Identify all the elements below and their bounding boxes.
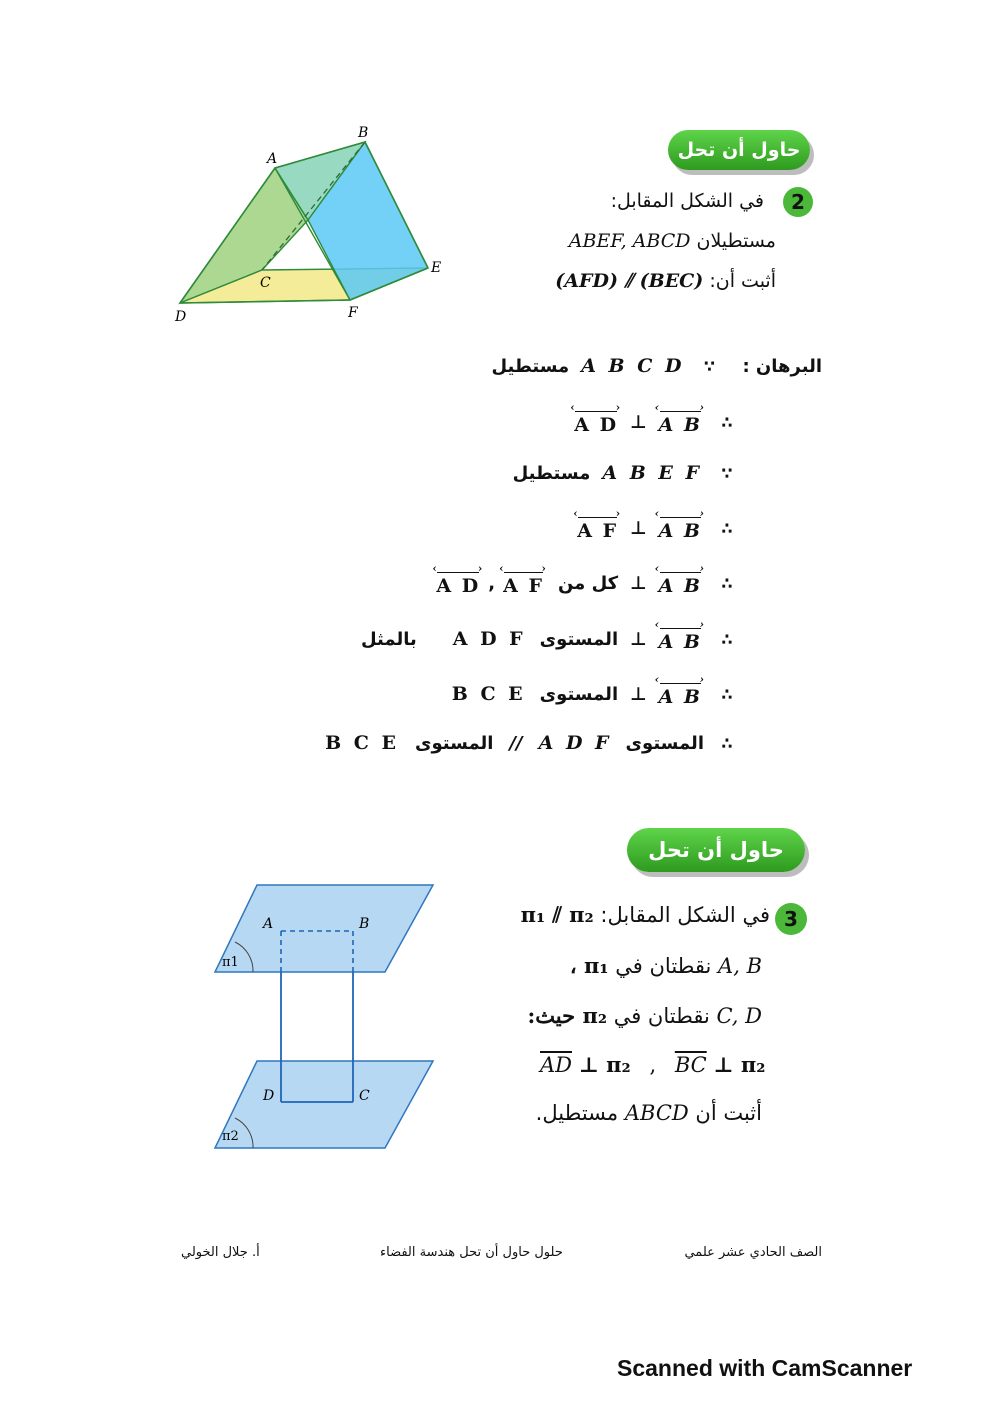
label-d: D — [263, 1088, 275, 1104]
perp-symbol: ⊥ — [630, 572, 647, 594]
vector-ab: A B ‹ › — [659, 625, 702, 653]
proof-line-5 — [436, 569, 740, 597]
q3-line2 — [570, 953, 762, 978]
plane-word: المستوى — [415, 732, 494, 754]
vector-ab: A B ‹ › — [659, 569, 702, 597]
q3-line3 — [527, 1003, 762, 1028]
similarly-word: بالمثل — [360, 628, 417, 650]
proof-line-1 — [491, 355, 822, 377]
perp-symbol: ⊥ — [630, 411, 647, 433]
proof-line-7 — [452, 680, 740, 708]
try-to-solve-badge-2: حاول أن تحل — [668, 130, 810, 170]
therefore-symbol: ∴ — [721, 684, 733, 704]
try-to-solve-badge-3: حاول أن تحل — [627, 828, 805, 872]
question-number-2: 2 — [783, 187, 813, 217]
q2-line1: في الشكل المقابل: — [610, 190, 764, 212]
label-b: B — [358, 125, 369, 141]
label-a: A — [263, 916, 274, 932]
q3-line1-text: في الشكل المقابل: — [600, 903, 770, 927]
label-d: D — [175, 309, 187, 325]
q3-line3-tail: π₂ حيث: — [527, 1003, 608, 1028]
rect-word-1: مستطيل — [491, 355, 570, 377]
because-symbol: ∵ — [721, 463, 733, 483]
q3-line2-text: نقطتان في — [615, 954, 712, 978]
vector-ab: A B ‹ › — [659, 408, 702, 436]
plane-pi2 — [215, 1061, 433, 1148]
parallel-symbol: // — [509, 732, 523, 754]
q3-line2-tail: π₁ ، — [569, 953, 609, 978]
proof-line-3 — [513, 462, 740, 484]
vector-ad: A D ‹ › — [436, 569, 480, 597]
because-symbol: ∵ — [703, 356, 716, 376]
q3-rect-word: مستطيل. — [535, 1101, 619, 1125]
plane-bce: B C E — [325, 732, 399, 754]
q3-comma: , — [649, 1053, 657, 1077]
perp-pi2-b: ⊥ π₂ — [713, 1052, 766, 1077]
each-of-word: كل من — [557, 572, 619, 594]
proof-title: البرهان : — [742, 355, 822, 377]
label-pi1: π1 — [222, 955, 239, 970]
proof-line-8 — [325, 732, 740, 754]
label-pi2: π2 — [222, 1129, 239, 1144]
plane-word: المستوى — [539, 683, 619, 705]
plane-pi1 — [215, 885, 433, 972]
q3-line5 — [536, 1101, 762, 1125]
label-a: A — [267, 151, 278, 167]
q2-line3 — [555, 270, 776, 292]
plane-bce: B C E — [451, 683, 526, 705]
vector-af: A F ‹ › — [503, 569, 544, 597]
perp-symbol: ⊥ — [630, 517, 647, 539]
plane-adf: A D F — [538, 732, 612, 754]
q3-points-cd: C, D — [716, 1004, 762, 1028]
footer-topic: حلول حاول أن تحل هندسة الفضاء — [380, 1245, 563, 1260]
footer-teacher: أ. جلال الخولي — [181, 1245, 260, 1260]
prism-figure — [170, 120, 460, 330]
q2-prove-statement: (AFD) ⫽ (BEC) — [555, 270, 704, 292]
therefore-symbol: ∴ — [721, 733, 733, 753]
label-e: E — [431, 260, 442, 276]
proof-line-6 — [361, 625, 740, 653]
therefore-symbol: ∴ — [721, 629, 733, 649]
comma: , — [488, 572, 496, 594]
therefore-symbol: ∴ — [721, 573, 733, 593]
q3-prove-word: أثبت أن — [695, 1101, 762, 1125]
q3-line3-text: نقطتان في — [613, 1004, 710, 1028]
vector-ab: A B ‹ › — [659, 514, 702, 542]
question-number-3: 3 — [775, 903, 807, 935]
q3-line1-math: π₁ ⫽ π₂ — [520, 902, 594, 927]
q2-prove-word: أثبت أن: — [709, 270, 776, 292]
therefore-symbol: ∴ — [721, 518, 733, 538]
scanner-watermark: Scanned with CamScanner — [617, 1355, 913, 1381]
q2-line2 — [569, 230, 776, 252]
plane-word: المستوى — [625, 732, 704, 754]
proof-line-4 — [577, 514, 740, 542]
perp-symbol: ⊥ — [630, 683, 647, 705]
vector-af: A F ‹ › — [577, 514, 618, 542]
rect-word-2: مستطيل — [512, 462, 591, 484]
q2-rect-names: ABEF, ABCD — [568, 230, 691, 252]
q3-rect-name: ABCD — [624, 1101, 689, 1125]
footer-grade: الصف الحادي عشر علمي — [684, 1245, 822, 1260]
label-c: C — [359, 1088, 370, 1104]
q2-rect-word: مستطيلان — [696, 230, 776, 252]
segment-bc: $\overline{BC}$ — [674, 1053, 707, 1077]
segment-ad: $\overline{AD}$ — [540, 1053, 573, 1077]
perp-symbol: ⊥ — [630, 628, 647, 650]
q3-points-ab: A, B — [718, 954, 762, 978]
label-c: C — [260, 275, 271, 291]
therefore-symbol: ∴ — [721, 412, 733, 432]
vector-ab: A B ‹ › — [659, 680, 702, 708]
q3-line1 — [521, 902, 770, 928]
label-b: B — [359, 916, 370, 932]
parallel-planes-figure — [205, 878, 445, 1158]
plane-adf: A D F — [452, 628, 526, 650]
q3-line4 — [540, 1052, 765, 1077]
vector-ad: A D ‹ › — [574, 408, 618, 436]
plane-word: المستوى — [539, 628, 619, 650]
proof-line-2 — [574, 408, 740, 436]
rect-abef: A B E F — [602, 462, 702, 484]
rect-abcd: A B C D — [581, 355, 685, 377]
perp-pi2-a: ⊥ π₂ — [578, 1052, 631, 1077]
label-f: F — [348, 305, 358, 321]
